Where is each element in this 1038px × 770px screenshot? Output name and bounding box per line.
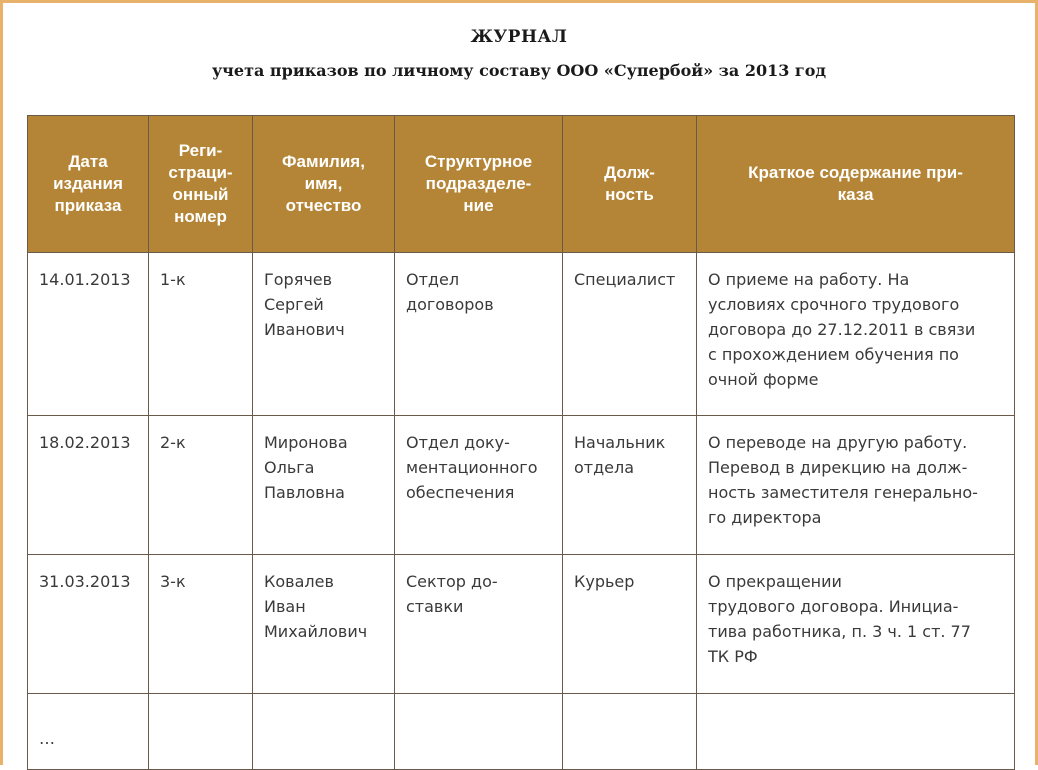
- cell-department: [395, 694, 563, 770]
- cell-summary: [697, 694, 1015, 770]
- cell-date: 18.02.2013: [28, 416, 149, 555]
- table-header-row: [28, 116, 1015, 253]
- cell-number: 1-к: [149, 253, 253, 416]
- cell-position: Начальник отдела: [563, 416, 697, 555]
- cell-summary: О приеме на работу. На условиях срочного трудового договора до 27.12.2011 в связи с прохождением обучения по очной форме: [697, 253, 1015, 416]
- orders-journal-table: [27, 115, 1015, 770]
- cell-department: Сектор до- ставки: [395, 555, 563, 694]
- table-row: [28, 555, 1015, 694]
- cell-number: [149, 694, 253, 770]
- cell-department: Отдел договоров: [395, 253, 563, 416]
- cell-position: [563, 694, 697, 770]
- cell-position: Специалист: [563, 253, 697, 416]
- cell-department: Отдел доку- ментационного обеспечения: [395, 416, 563, 555]
- cell-name: Горячев Сергей Иванович: [253, 253, 395, 416]
- cell-name: [253, 694, 395, 770]
- header-department: Структурное подразделе- ние: [395, 116, 563, 253]
- cell-date: 31.03.2013: [28, 555, 149, 694]
- header-summary: Краткое содержание при- каза: [697, 116, 1015, 253]
- header-position: Долж- ность: [563, 116, 697, 253]
- cell-name: Миронова Ольга Павловна: [253, 416, 395, 555]
- table-row: [28, 694, 1015, 770]
- cell-summary: О переводе на другую работу. Перевод в дирекцию на долж- ность заместителя генерально- го директора: [697, 416, 1015, 555]
- cell-summary: О прекращении трудового договора. Инициа- тива работника, п. 3 ч. 1 ст. 77 ТК РФ: [697, 555, 1015, 694]
- document-subtitle: учета приказов по личному составу ООО «Супербой» за 2013 год: [211, 61, 827, 80]
- header-full-name: Фамилия, имя, отчество: [253, 116, 395, 253]
- table-row: [28, 416, 1015, 555]
- table-row: [28, 253, 1015, 416]
- cell-number: 3-к: [149, 555, 253, 694]
- cell-position: Курьер: [563, 555, 697, 694]
- cell-date: …: [28, 694, 149, 770]
- cell-date: 14.01.2013: [28, 253, 149, 416]
- header-registration-number: Реги- страци- онный номер: [149, 116, 253, 253]
- cell-number: 2-к: [149, 416, 253, 555]
- cell-name: Ковалев Иван Михайлович: [253, 555, 395, 694]
- header-order-date: Дата издания приказа: [28, 116, 149, 253]
- document-title: ЖУРНАЛ: [470, 27, 568, 47]
